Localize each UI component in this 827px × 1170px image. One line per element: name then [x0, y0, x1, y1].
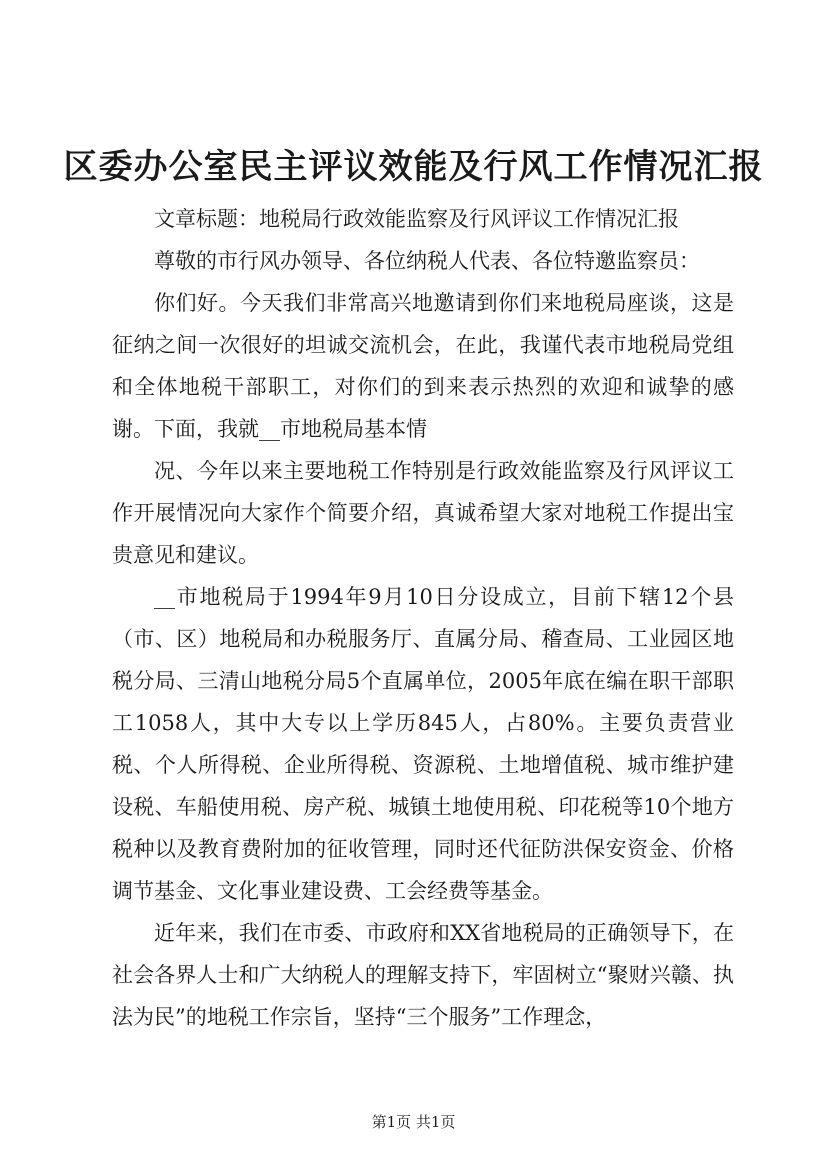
paragraph: __市地税局于1994年9月10日分设成立，目前下辖12个县（市、区）地税局和办税服务厅、直属分局、稽查局、工业园区地税分局、三清山地税分局5个直属单位，2005年底在编在职干部职工1058人，其中大专以上学历845人，占80%。主要负责营业税、个人所得税、企业所得税、资源税、土地增值税、城市维护建设税、车船使用税、房产税、城镇土地使用税、印花税等10个地方税种以及教育费附加的征收管理，同时还代征防洪保安资金、价格调节基金、文化事业建设费、工会经费等基金。 [112, 585, 734, 903]
paragraph: 况、今年以来主要地税工作特别是行政效能监察及行风评议工作开展情况向大家作个简要介绍，真诚希望大家对地税工作提出宝贵意见和建议。 [112, 459, 734, 567]
article-title-line: 文章标题：地税局行政效能监察及行风评议工作情况汇报 [154, 207, 679, 231]
salutation: 尊敬的市行风办领导、各位纳税人代表、各位特邀监察员： [154, 249, 700, 273]
paragraph: 你们好。今天我们非常高兴地邀请到你们来地税局座谈，这是征纳之间一次很好的坦诚交流机会，在此，我谨代表市地税局党组和全体地税干部职工，对你们的到来表示热烈的欢迎和诚挚的感谢。下面，我就__市地税局基本情 [112, 291, 734, 441]
page-number: 第1页 共1页 [371, 1113, 456, 1131]
paragraph: 近年来，我们在市委、市政府和XX省地税局的正确领导下，在社会各界人士和广大纳税人的理解支持下，牢固树立“聚财兴赣、执法为民”的地税工作宗旨，坚持“三个服务”工作理念， [112, 921, 734, 1029]
document-title: 区委办公室民主评议效能及行风工作情况汇报 [63, 147, 764, 187]
document-body [112, 198, 734, 1038]
